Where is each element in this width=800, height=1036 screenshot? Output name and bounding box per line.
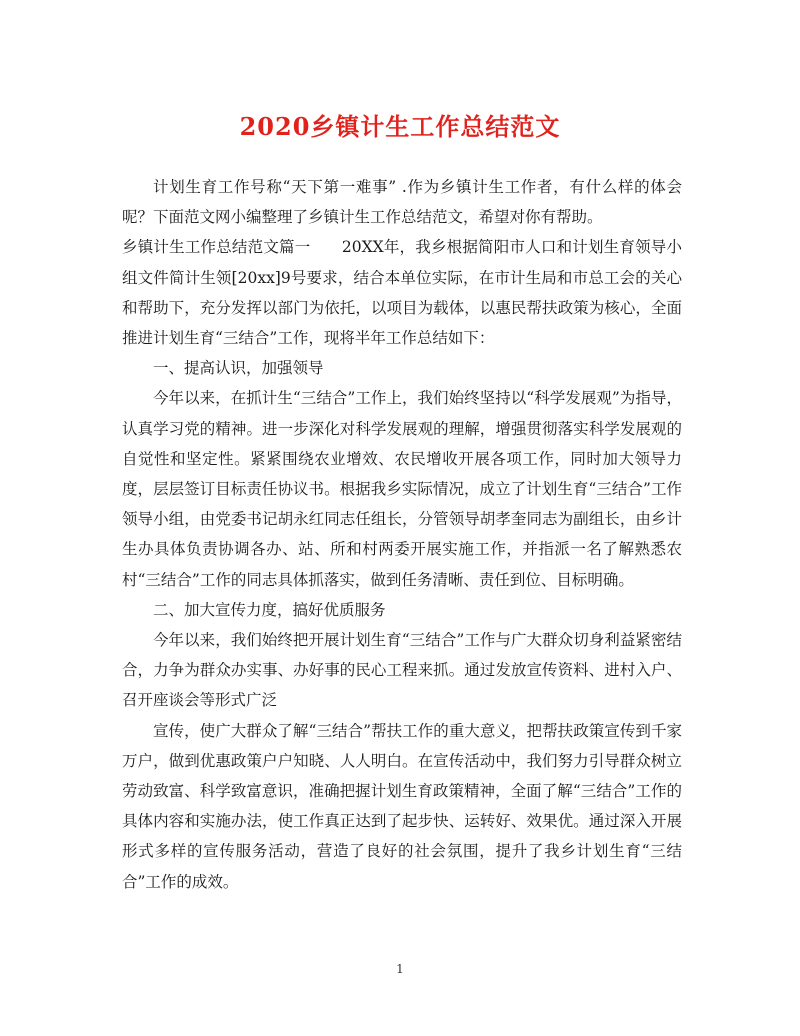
body-paragraph-1: 今年以来，在抓计生“三结合”工作上，我们始终坚持以“科学发展观”为指导，认真学习党的精神。进一步深化对科学发展观的理解，增强贯彻落实科学发展观的自觉性和坚定性。紧紧围绕农业增效、农民增收开展各项工作，同时加大领导力度，层层签订目标责任协议书。根据我乡实际情况，成立了计划生育“三结合”工作领导小组，由党委书记胡永红同志任组长，分管领导胡孝奎同志为副组长，由乡计生办具体负责协调各办、站、所和村两委开展实施工作，并指派一名了解熟悉农村“三结合”工作的同志具体抓落实，做到任务清晰、责任到位、目标明确。 <box>122 389 682 589</box>
section-intro-paragraph: 乡镇计生工作总结范文篇一 20XX年，我乡根据简阳市人口和计划生育领导小组文件简计生领[20xx]9号要求，结合本单位实际，在市计生局和市总工会的关心和帮助下，充分发挥以部门为依托，以项目为载体，以惠民帮扶政策为核心，全面推进计划生育“三结合”工作，现将半年工作总结如下： <box>122 238 682 348</box>
body-paragraph-3: 宣传，使广大群众了解“三结合”帮扶工作的重大意义，把帮扶政策宣传到千家万户，做到优惠政策户户知晓、人人明白。在宣传活动中，我们努力引导群众树立劳动致富、科学致富意识，准确把握计划生育政策精神，全面了解“三结合”工作的具体内容和实施办法，使工作真正达到了起步快、运转好、效果优。通过深入开展形式多样的宣传服务活动，营造了良好的社会氛围，提升了我乡计划生育“三结合”工作的成效。 <box>122 721 682 891</box>
document-title: 2020乡镇计生工作总结范文 <box>239 112 561 141</box>
section-heading-2: 二、加大宣传力度，搞好优质服务 <box>153 600 386 619</box>
body-paragraph-2: 今年以来，我们始终把开展计划生育“三结合”工作与广大群众切身利益紧密结合，力争为群众办实事、办好事的民心工程来抓。通过发放宣传资料、进村入户、召开座谈会等形式广泛 <box>122 631 682 710</box>
intro-paragraph: 计划生育工作号称“天下第一难事” .作为乡镇计生工作者，有什么样的体会呢？下面范文网小编整理了乡镇计生工作总结范文，希望对你有帮助。 <box>122 178 682 227</box>
section-heading-1: 一、提高认识，加强领导 <box>153 359 324 378</box>
document-body <box>122 172 682 897</box>
page-number: 1 <box>396 962 404 976</box>
